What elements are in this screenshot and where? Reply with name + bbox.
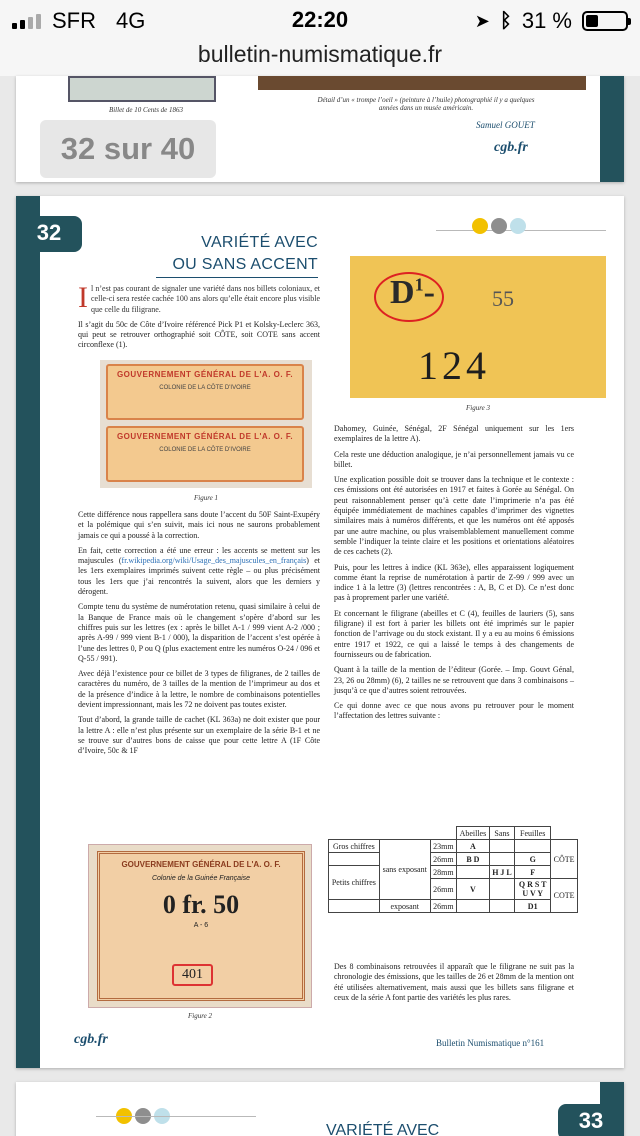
figure-2-caption: Figure 2 [187,1012,213,1020]
article-title [136,232,318,276]
row-gros-chiffres: Gros chiffres [329,840,380,853]
page-edge-bar [600,76,624,182]
page-edge-bar [16,196,40,1068]
paragraph: Quant à la taille de la mention de l’éditeur (Gorée. – Imp. Gouvt Génal, 23, 26 ou 28mm) (6), 2 tailles ne se retrouvent que dans 3 combinaisons – jusqu’à ce que d’autres soient retrouvées. [334,665,574,695]
watermark-table: Abeilles Sans Feuilles Gros chiffres sans exposant 23mm A CÔTE 26mm B D G Petits chiffres 28mm H J L F 26mm V Q R S T U V Y COTE exposant 26mm D1 [328,826,578,913]
figure-3-image [350,256,606,398]
sans-exposant: sans exposant [379,840,430,900]
note-value: 0 fr. 50 [162,890,240,919]
status-bar [0,0,640,40]
cell: A [457,840,490,853]
cell: V [457,879,490,900]
cell: Q R S T U V Y [515,879,551,900]
note-header: GOUVERNEMENT GÉNÉRAL DE L'A. O. F. [116,370,294,379]
header-sans: Sans [489,827,514,840]
drop-cap: I [78,281,88,314]
bluetooth-icon: ᛒ [499,9,512,32]
fig3-index: 1 [414,274,424,295]
paragraph: En fait, cette correction a été une erreur : les accents se mettent sur les majuscules (fr.wikipedia.org/wiki/Usage_des_majuscules_en_français) et les 1ers exemplaires imprimés suivent cette règle – ou plus précisément tous les 1ers que j’ai rencontrés la suivent, alors que les derniers y dérogent. [78,545,320,597]
figure-2-image [88,844,312,1008]
cgb-logo: cgb.fr [494,140,528,155]
next-page-number: 33 [558,1104,624,1136]
note-header: GOUVERNEMENT GÉNÉRAL DE L'A. O. F. [116,432,294,441]
left-column [78,281,320,356]
figure-1-image [100,360,312,488]
page-number: 32 [16,216,82,252]
cell: H J L [489,866,514,879]
title-underline [156,277,318,278]
next-page [16,1082,624,1136]
footer-bulletin: Bulletin Numismatique n°161 [436,1038,545,1048]
url-text[interactable]: bulletin-numismatique.fr [197,41,443,67]
decorative-dots-icon [472,218,526,234]
next-title: VARIÉTÉ AVEC [326,1122,440,1136]
title-line-2: OU SANS ACCENT [172,256,318,273]
note-series: A - 6 [193,922,209,929]
address-bar[interactable] [0,40,640,76]
clock: 22:20 [291,7,349,32]
paragraph: Il s’agit du 50c de Côte d’Ivoire référencé Pick P1 et Kolsky-Leclerc 363, qui peut se retrouver orthographié soit CÔTE, soit COTE sans accent circonflexe (1). [78,319,320,350]
paragraph: Cela reste une déduction analogique, je n’ai personnellement jamais vu ce billet. [334,449,574,469]
painting-image [258,76,586,90]
left-caption: Billet de 10 Cents de 1863 [108,106,184,114]
battery-percent: 31 % [521,8,572,33]
divider-line [96,1116,256,1117]
paragraph: Une explication possible doit se trouver dans la technique et le contexte : ces émissions ont été autorisées en 1917 et faites à Gorée au Sénégal. On peut raisonnablement penser qu’à cette date l’imprimerie n’a pas été équipée immédiatement de machines capables d’imprimer des vignettes similaires mais à numéros différents, et que les numéros ont été apposés par une autre machine, ou plus vraisemblablement manuellement comme semble l’indiquer la teinte claire et les positions et orientations aléatoires de ces cachets (2). [334,475,574,557]
cgb-logo: cgb.fr [74,1032,108,1047]
author: Samuel GOUET [476,120,535,130]
cote-accent: CÔTE [551,840,578,879]
note-colony: Colonie de la Guinée Française [151,875,251,882]
fig3-number-big: 124 [418,343,490,388]
note-colony: COLONIE DE LA CÔTE D'IVOIRE [159,385,251,391]
title-line-1: VARIÉTÉ AVEC [201,234,318,251]
row-petits-chiffres: Petits chiffres [329,866,380,900]
paragraph: Puis, pour les lettres à indice (KL 363e), elles apparaissent logiquement comme étant la reprise de numérotation à partir de Z-99 / 999 avec un indice 1 à la lettre (3) (lettres rencontrées : A, B, C et D). Ce n’est donc pas à proprement parler une variété. [334,562,574,603]
paragraph: Et concernant le filigrane (abeilles et C (4), feuilles de lauriers (5), sans filigrane) il est fort à parier les billets ont été imprimés sur le papier fonction de l’arrivage ou du stock existant. Il y a eu au moins 6 émissions entre 1917 et 1922, ce qui a laissé le temps à des changements de fournisseurs ou de fabrication. [334,608,574,659]
note-colony: COLONIE DE LA CÔTE D'IVOIRE [159,447,251,453]
cell: D1 [515,900,551,913]
fig3-number-small: 55 [492,286,514,311]
network-label: 4G [116,8,146,33]
cell: B D [457,853,490,866]
cell: G [515,853,551,866]
note-header: GOUVERNEMENT GÉNÉRAL DE L'A. O. F. [121,860,281,869]
intro-text: l n’est pas courant de signaler une variété dans nos billets coloniaux, et celle-ci sera restée cachée 100 ans alors qu’elle était encore plus visible que celle du filigrane. [91,284,320,314]
header-abeilles: Abeilles [457,827,490,840]
paragraph: Tout d’abord, la grande taille de cachet (KL 363a) ne doit exister que pour la lettre A : elle n’est plus présente sur un exemplaire de la série B-1 et ne se trouve sur d’autres bons de caisse que pour cette lettre A (1F Côte d’Ivoire, 50c & 1F [78,715,320,756]
right-column [334,424,574,727]
paragraph: Avec déjà l’existence pour ce billet de 3 types de filigranes, de 2 tailles de caractères du numéro, de 3 tailles de la mention de l’imprimeur au dos et de la présence d’indice à la lettre, le nombre de combinaisons potentielles devient impressionnant, mais les 72 ne doivent pas toutes exister. [78,669,320,710]
figure-1-caption: Figure 1 [193,494,219,502]
fig3-letter: D [390,274,415,311]
paragraph: Cette différence nous rappellera sans doute l’accent du 50F Saint-Exupéry et la polémique qui s’en suivit, mais ici nous ne saurons probablement jamais ce qui a poussé à la correction. [78,510,320,540]
right-column-end [334,962,574,1008]
page-counter: 32 sur 40 [40,120,216,178]
figure-3-caption: Figure 3 [465,404,491,412]
paragraph: Compte tenu du système de numérotation retenu, quasi similaire à celui de la Banque de France mais où le changement s’opère d’abord sur les chiffres puis sur les lettres (ex : après le billet A-1 / 999 vient A-2 /000 ; après A-99 / 999 vient B-1 / 000), la disparition de l’accent s’est opérée à l’une des lettres 0, P ou Q (plus exactement entre les numéros O-24 / 096 et Q-55 / 991). [78,602,320,663]
banknote-image [68,76,216,102]
fig3-dash: - [423,274,435,311]
paragraph: Ce qui donne avec ce que nous avons pu retrouver pour le moment l’affectation des lettres suivante : [334,701,574,721]
left-column-body [78,510,320,762]
highlight-circle [374,272,444,322]
paragraph: Des 8 combinaisons retrouvées il apparaît que le filigrane ne suit pas la chronologie des émissions, que les tailles de 26 et 28mm de la mention ont été utilisées alternativement, mais aussi que les billets sans filigrane et ceux de la série A font partie des variétés les plus rares. [334,962,574,1002]
current-page [16,196,624,1068]
right-caption: Détail d’un « trompe l’oeil » (peinture à l’huile) photographié il y a quelques années dans un musée américain. [317,96,535,112]
cote: COTE [551,879,578,913]
cell: F [515,866,551,879]
header-feuilles: Feuilles [515,827,551,840]
carrier-label: SFR [52,8,96,33]
note-serial: 401 [172,964,213,986]
wikipedia-link[interactable]: fr.wikipedia.org/wiki/Usage_des_majuscules_en_français [121,556,307,566]
paragraph: Dahomey, Guinée, Sénégal, 2F Sénégal uniquement sur les 1ers exemplaires de la lettre A). [334,424,574,444]
exposant: exposant [379,900,430,913]
battery-icon [582,11,628,31]
location-arrow-icon: ➤ [474,10,490,31]
